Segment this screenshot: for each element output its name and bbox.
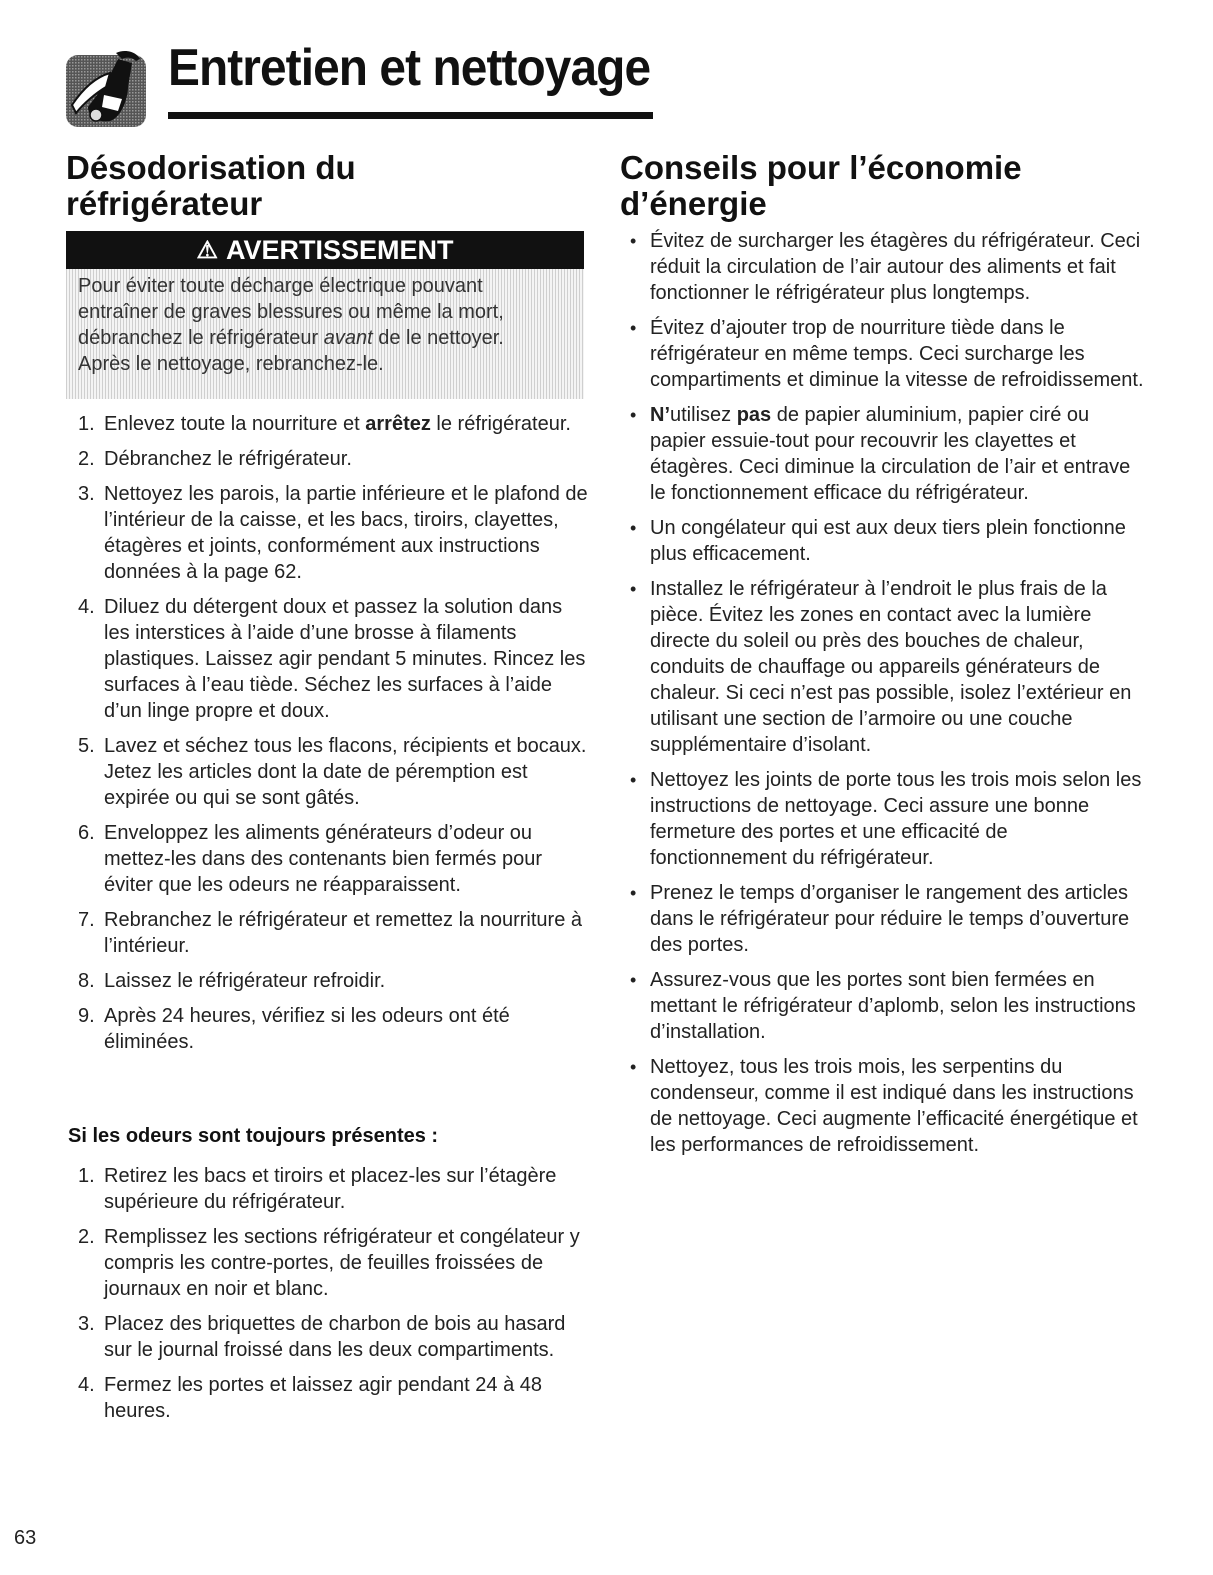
warning-box bbox=[66, 231, 584, 399]
warning-header bbox=[66, 231, 584, 269]
list-item bbox=[66, 1372, 591, 1424]
step-number: 1. bbox=[78, 1165, 95, 1187]
list-item bbox=[66, 1311, 591, 1363]
section-heading-deodorization bbox=[66, 150, 356, 222]
warning-line bbox=[78, 325, 584, 351]
list-item bbox=[66, 1003, 591, 1055]
step-text: le réfrigérateur. bbox=[430, 413, 571, 435]
list-item bbox=[620, 315, 1148, 393]
list-item bbox=[66, 446, 591, 472]
list-item bbox=[620, 402, 1148, 506]
step-text: Rebranchez le réfrigérateur et remettez la nourriture à l’intérieur. bbox=[104, 909, 583, 957]
page-title: Entretien et nettoyage bbox=[168, 39, 651, 97]
tip-text: Nettoyez les joints de porte tous les trois mois selon les instructions de nettoyage. Ceci assure une bonne fermeture des portes et une efficacité de fonctionnement du réfrigérateur. bbox=[650, 769, 1142, 869]
list-item bbox=[620, 767, 1148, 871]
tip-text: Assurez-vous que les portes sont bien fermées en mettant le réfrigérateur d’aplomb, selon les instructions d’installation. bbox=[650, 969, 1136, 1043]
heading-line: Conseils pour l’économie bbox=[620, 149, 1022, 186]
tip-text: Prenez le temps d’organiser le rangement des articles dans le réfrigérateur pour réduire le temps d’ouverture des portes. bbox=[650, 882, 1130, 956]
list-item bbox=[620, 1054, 1148, 1158]
deodorization-steps bbox=[66, 411, 591, 1064]
step-text: Placez des briquettes de charbon de bois au hasard sur le journal froissé dans les deux compartiments. bbox=[104, 1313, 566, 1361]
warning-text bbox=[66, 269, 584, 399]
step-text: Laissez le réfrigérateur refroidir. bbox=[104, 970, 386, 992]
warning-text-segment: de le nettoyer. bbox=[372, 327, 504, 349]
energy-tips-list bbox=[620, 228, 1148, 1167]
warning-line: entraîner de graves blessures ou même la mort, bbox=[78, 301, 504, 323]
title-underline bbox=[168, 112, 653, 119]
tip-text: Nettoyez, tous les trois mois, les serpentins du condenseur, comme il est indiqué dans les instructions de nettoyage. Ceci augmente l’efficacité énergétique et les performances de refroidissement. bbox=[650, 1056, 1138, 1156]
step-number: 9. bbox=[78, 1005, 95, 1027]
heading-line: réfrigérateur bbox=[66, 185, 263, 222]
step-text: Retirez les bacs et tiroirs et placez-les sur l’étagère supérieure du réfrigérateur. bbox=[104, 1165, 557, 1213]
step-number: 3. bbox=[78, 1313, 95, 1335]
list-item bbox=[620, 576, 1148, 758]
bullet-icon: • bbox=[630, 318, 637, 338]
list-item bbox=[66, 907, 591, 959]
step-text: Nettoyez les parois, la partie inférieure et le plafond de l’intérieur de la caisse, et les bacs, tiroirs, clayettes, étagères et joints, conformément aux instructions données à la page 62. bbox=[104, 483, 588, 583]
bullet-icon: • bbox=[630, 970, 637, 990]
list-item bbox=[66, 968, 591, 994]
page-number: 63 bbox=[14, 1527, 37, 1549]
warning-text-segment: débranchez le réfrigérateur bbox=[78, 327, 324, 349]
list-item bbox=[66, 1163, 591, 1215]
tip-text: Installez le réfrigérateur à l’endroit le plus frais de la pièce. Évitez les zones en contact avec la lumière directe du soleil ou près des bouches de chaleur, conduits de chauffage ou appareils générateurs de chaleur. Si ceci n’est pas possible, isolez l’extérieur en utilisant une section de l’armoire ou une couche supplémentaire d’isolant. bbox=[650, 578, 1132, 756]
tip-text: Évitez de surcharger les étagères du réfrigérateur. Ceci réduit la circulation de l’air autour des aliments et fait fonctionner le réfrigérateur plus longtemps. bbox=[650, 230, 1141, 304]
step-number: 4. bbox=[78, 1374, 95, 1396]
list-item bbox=[66, 594, 591, 724]
step-text: Enlevez toute la nourriture et bbox=[104, 413, 366, 435]
tip-text: de papier aluminium, papier ciré ou papier essuie-tout pour recouvrir les clayettes et étagères. Ceci diminue la circulation de l’air et entrave le fonctionnement efficace du réfrigérateur. bbox=[650, 404, 1131, 504]
step-number: 7. bbox=[78, 909, 95, 931]
list-item bbox=[620, 228, 1148, 306]
bullet-icon: • bbox=[630, 405, 637, 425]
list-item bbox=[620, 967, 1148, 1045]
step-text: Diluez du détergent doux et passez la solution dans les interstices à l’aide d’une brosse à filaments plastiques. Laissez agir pendant 5 minutes. Rincez les surfaces à l’eau tiède. Séchez les surfaces à l’aide d’un linge propre et doux. bbox=[104, 596, 586, 722]
step-text: Débranchez le réfrigérateur. bbox=[104, 448, 352, 470]
step-text: Enveloppez les aliments générateurs d’odeur ou mettez-les dans des contenants bien fermés pour éviter que les odeurs ne réapparaissent. bbox=[104, 822, 543, 896]
tip-emphasis: pas bbox=[736, 404, 772, 426]
bullet-icon: • bbox=[630, 883, 637, 903]
step-number: 6. bbox=[78, 822, 95, 844]
tip-text: Évitez d’ajouter trop de nourriture tiède dans le réfrigérateur en même temps. Ceci surcharge les compartiments et diminue la vitesse de refroidissement. bbox=[650, 317, 1144, 391]
bullet-icon: • bbox=[630, 231, 637, 251]
list-item bbox=[620, 880, 1148, 958]
step-text: Remplissez les sections réfrigérateur et congélateur y compris les contre-portes, de feuilles froissées de journaux en noir et blanc. bbox=[104, 1226, 580, 1300]
section-heading-energy-tips bbox=[620, 150, 1022, 222]
bullet-icon: • bbox=[630, 518, 637, 538]
heading-line: d’énergie bbox=[620, 185, 767, 222]
list-item bbox=[620, 515, 1148, 567]
step-number: 8. bbox=[78, 970, 95, 992]
step-number: 1. bbox=[78, 413, 95, 435]
tip-emphasis: N’ bbox=[650, 404, 670, 426]
step-number: 3. bbox=[78, 483, 95, 505]
list-item bbox=[66, 411, 591, 437]
tip-text: Un congélateur qui est aux deux tiers plein fonctionne plus efficacement. bbox=[650, 517, 1126, 565]
step-emphasis: arrêtez bbox=[365, 413, 431, 435]
warning-line: Après le nettoyage, rebranchez-le. bbox=[78, 353, 384, 375]
step-number: 2. bbox=[78, 448, 95, 470]
step-number: 2. bbox=[78, 1226, 95, 1248]
step-number: 4. bbox=[78, 596, 95, 618]
warning-line: Pour éviter toute décharge électrique pouvant bbox=[78, 275, 483, 297]
cleaning-spray-icon bbox=[66, 47, 154, 129]
list-item bbox=[66, 481, 591, 585]
warning-emphasis: avant bbox=[323, 327, 373, 349]
tip-text: utilisez bbox=[670, 404, 737, 426]
step-text: Fermez les portes et laissez agir pendant 24 à 48 heures. bbox=[104, 1374, 543, 1422]
bullet-icon: • bbox=[630, 579, 637, 599]
heading-line: Désodorisation du bbox=[66, 149, 356, 186]
step-text: Après 24 heures, vérifiez si les odeurs ont été éliminées. bbox=[104, 1005, 510, 1053]
list-item bbox=[66, 733, 591, 811]
odor-persist-steps bbox=[66, 1163, 591, 1433]
list-item bbox=[66, 1224, 591, 1302]
warning-label: AVERTISSEMENT bbox=[225, 234, 454, 265]
subheading-odors-persist: Si les odeurs sont toujours présentes : bbox=[68, 1125, 439, 1147]
warning-triangle-icon: ⚠ bbox=[196, 236, 218, 264]
bullet-icon: • bbox=[630, 1057, 637, 1077]
step-text: Lavez et séchez tous les flacons, récipients et bocaux. Jetez les articles dont la date de péremption est expirée ou qui se sont gâtés. bbox=[104, 735, 587, 809]
step-number: 5. bbox=[78, 735, 95, 757]
list-item bbox=[66, 820, 591, 898]
bullet-icon: • bbox=[630, 770, 637, 790]
